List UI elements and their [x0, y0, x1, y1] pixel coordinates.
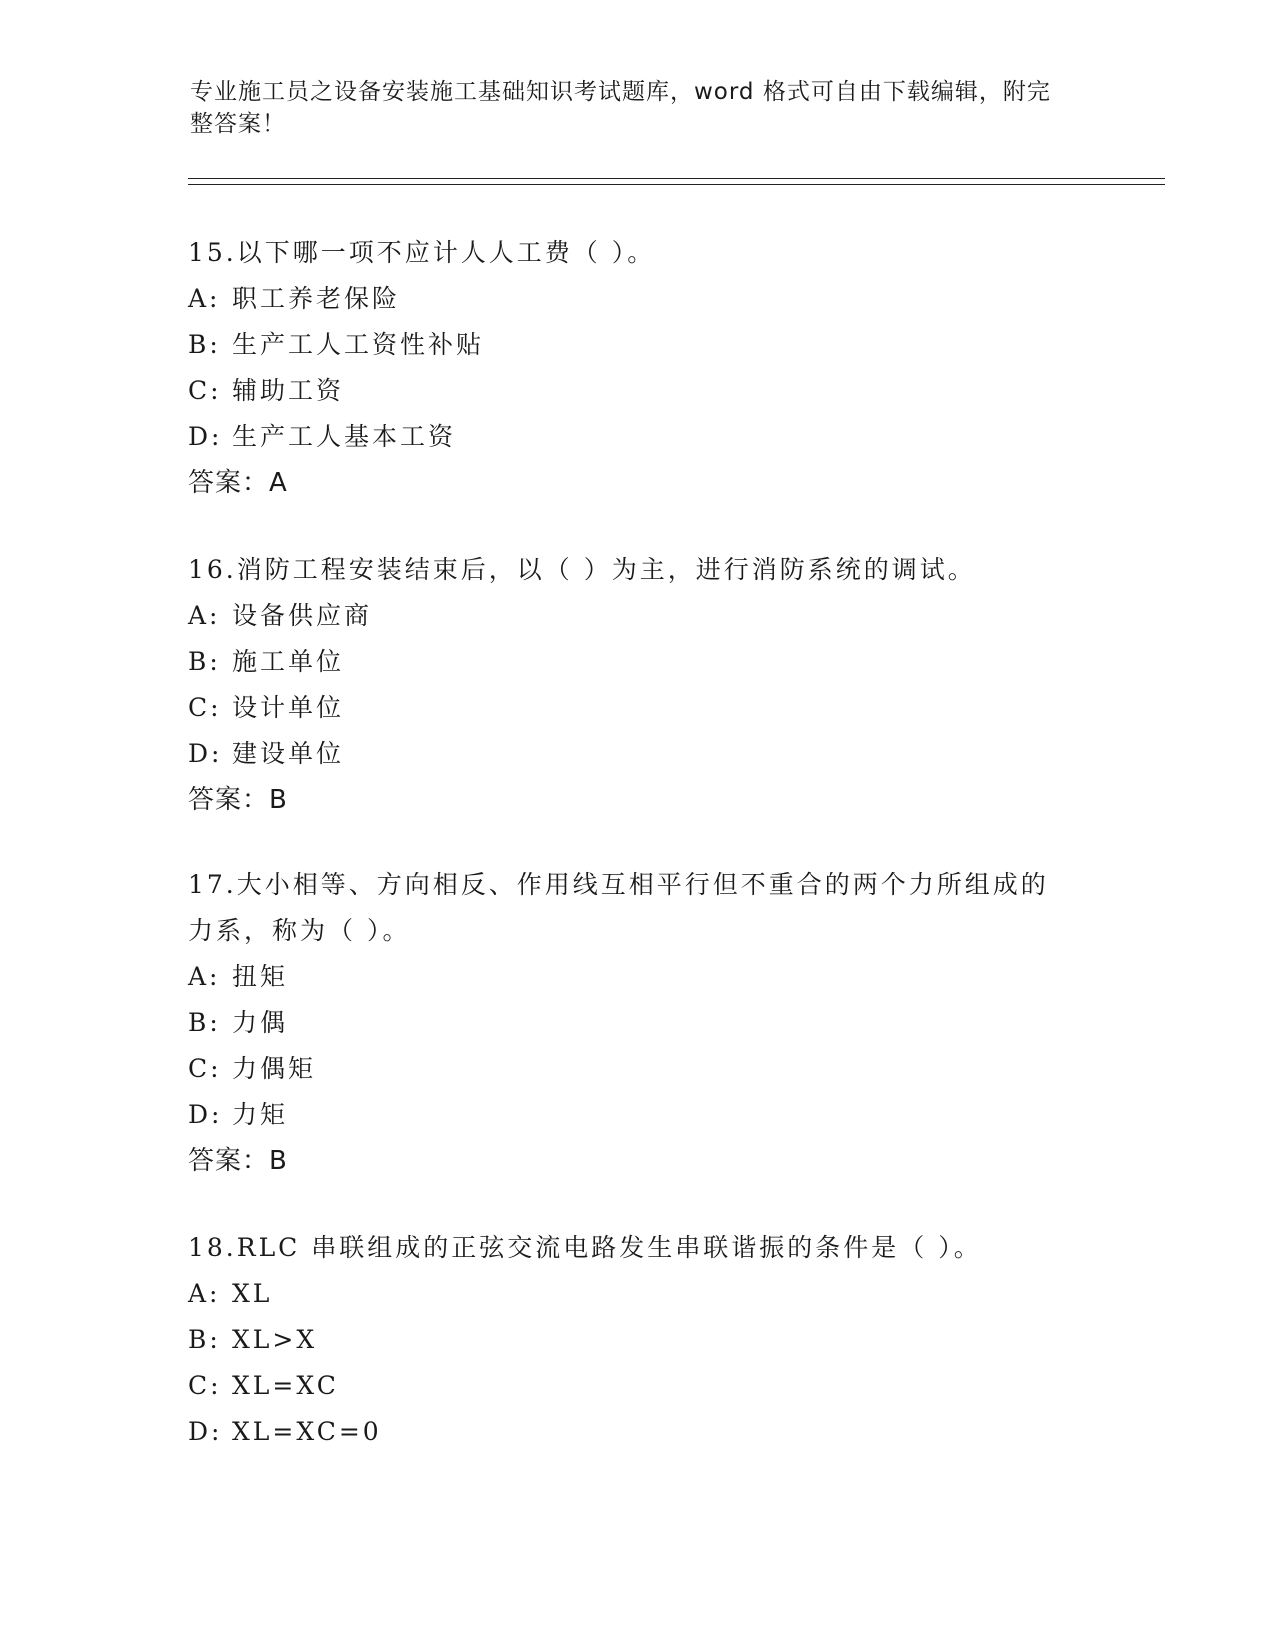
option-text: 扭矩	[232, 962, 289, 991]
option-text: 力矩	[232, 1100, 289, 1129]
option-text: 力偶矩	[232, 1054, 317, 1083]
option-c	[188, 685, 1088, 731]
option-d	[188, 1409, 1088, 1455]
option-c	[188, 368, 1088, 414]
option-letter: A:	[188, 962, 221, 991]
option-text: 辅助工资	[232, 376, 345, 405]
option-text: 生产工人基本工资	[232, 422, 457, 451]
question-18	[188, 1225, 1088, 1455]
option-a	[188, 593, 1088, 639]
option-text: XL	[232, 1279, 273, 1308]
option-letter: B:	[188, 330, 221, 359]
question-15	[188, 230, 1088, 506]
option-b	[188, 1317, 1088, 1363]
question-stem-line-2: 力系，称为（ ）。	[188, 916, 411, 945]
option-a	[188, 276, 1088, 322]
option-letter: A:	[188, 1279, 221, 1308]
option-text: 职工养老保险	[232, 284, 401, 313]
header-line-1: 专业施工员之设备安装施工基础知识考试题库，word 格式可自由下载编辑，附完	[190, 79, 1051, 105]
option-letter: B:	[188, 1325, 221, 1354]
question-17	[188, 862, 1088, 1184]
option-d	[188, 731, 1088, 777]
option-c	[188, 1046, 1088, 1092]
option-text: 力偶	[232, 1008, 289, 1037]
option-text: XL=XC=0	[232, 1417, 382, 1446]
option-b	[188, 639, 1088, 685]
answer-line: 答案：B	[188, 1146, 288, 1176]
option-b	[188, 322, 1088, 368]
option-text: 设备供应商	[232, 601, 373, 630]
option-letter: D:	[188, 422, 223, 451]
option-letter: C:	[188, 1054, 222, 1083]
option-letter: D:	[188, 1100, 223, 1129]
answer-line: 答案：B	[188, 785, 288, 815]
option-text: 施工单位	[232, 647, 345, 676]
option-letter: C:	[188, 693, 222, 722]
option-d	[188, 1092, 1088, 1138]
document-header	[190, 76, 1090, 140]
option-letter: C:	[188, 376, 222, 405]
question-stem: 16.消防工程安装结束后，以（ ）为主，进行消防系统的调试。	[188, 555, 976, 584]
option-b	[188, 1000, 1088, 1046]
option-letter: A:	[188, 601, 221, 630]
question-stem: 15.以下哪一项不应计人人工费（ ）。	[188, 238, 656, 267]
option-a	[188, 954, 1088, 1000]
option-a	[188, 1271, 1088, 1317]
header-divider-bottom	[188, 184, 1165, 185]
question-stem-line-1: 17.大小相等、方向相反、作用线互相平行但不重合的两个力所组成的	[188, 870, 1049, 899]
option-letter: D:	[188, 1417, 223, 1446]
option-letter: C:	[188, 1371, 222, 1400]
option-text: XL=XC	[232, 1371, 339, 1400]
option-text: 设计单位	[232, 693, 345, 722]
option-text: 建设单位	[232, 739, 345, 768]
question-16	[188, 547, 1088, 823]
header-line-2: 整答案！	[190, 111, 286, 137]
option-c	[188, 1363, 1088, 1409]
option-letter: A:	[188, 284, 221, 313]
option-text: 生产工人工资性补贴	[232, 330, 485, 359]
option-letter: D:	[188, 739, 223, 768]
option-d	[188, 414, 1088, 460]
answer-line: 答案：A	[188, 468, 288, 498]
option-letter: B:	[188, 647, 221, 676]
header-divider-top	[188, 178, 1165, 179]
option-text: XL>X	[232, 1325, 318, 1354]
question-stem: 18.RLC 串联组成的正弦交流电路发生串联谐振的条件是（ ）。	[188, 1233, 982, 1262]
option-letter: B:	[188, 1008, 221, 1037]
